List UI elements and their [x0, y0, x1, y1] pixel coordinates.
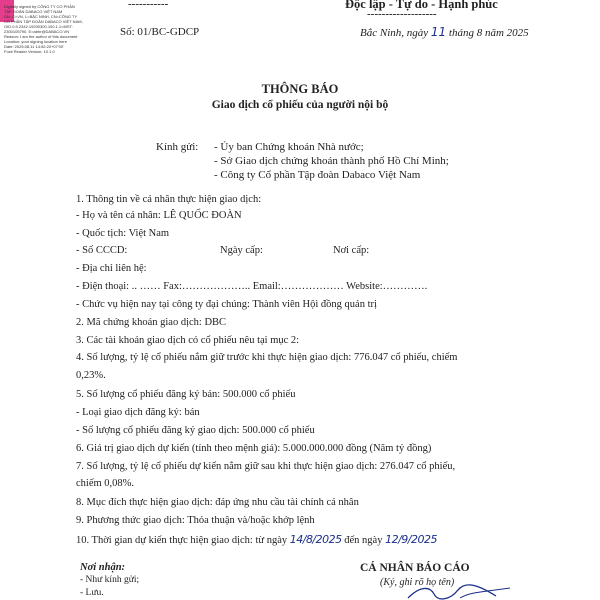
full-name-line: - Họ và tên cá nhân: LÊ QUỐC ĐOÀN [76, 210, 242, 221]
right-divider: ------------------- [367, 8, 437, 20]
recipients-footer-item: - Như kính gửi; [80, 575, 140, 585]
digital-signature-block [4, 4, 116, 54]
contact-address-line: - Địa chỉ liên hệ: [76, 263, 147, 274]
left-divider: ----------- [128, 0, 169, 10]
holdings-after-ratio: chiếm 0,08%. [76, 478, 135, 489]
signature-line: Foxit Reader Version: 10.1.0 [4, 49, 55, 54]
issue-place-label: Nơi cấp: [333, 245, 370, 256]
signature-line: Date: 2025.08.11 14:52:20+07'00' [4, 44, 64, 49]
signature-line: DN: C=VN, L=BẮC NINH, CN=CÔNG TY [4, 14, 78, 19]
recipients-footer-label: Nơi nhận: [80, 562, 126, 573]
date-day-handwritten: 11 [430, 25, 447, 39]
signature-line: 2300105790, E=abhr@DABACO.VN [4, 29, 70, 34]
signature-line: CỔ PHẦN TẬP ĐOÀN DABACO VIỆT NAM, [4, 19, 83, 24]
holdings-before-ratio: 0,23%. [76, 370, 106, 381]
method-line: 9. Phương thức giao dịch: Thỏa thuận và/hoặc khớp lệnh [76, 515, 315, 526]
document-subtitle: Giao dịch cổ phiếu của người nội bộ [211, 99, 389, 111]
period-label: 10. Thời gian dự kiến thực hiện giao dịch: từ ngày [76, 535, 288, 546]
transaction-period-line [76, 533, 437, 546]
recipients-label: Kính gửi: [156, 141, 199, 153]
handwritten-signature [400, 584, 520, 600]
recipient-item: - Ủy ban Chứng khoán Nhà nước; [214, 141, 364, 153]
signature-line: OID.0.9.2342.19200300.100.1.1=MST: [4, 24, 73, 29]
issue-date-label: Ngày cấp: [220, 245, 263, 256]
registered-quantity-line: - Số lượng cổ phiếu đăng ký giao dịch: 500.000 cổ phiếu [76, 425, 315, 436]
position-line: - Chức vụ hiện nay tại công ty đại chúng: Thành viên Hội đồng quản trị [76, 299, 377, 310]
date-prefix: Bắc Ninh, ngày [360, 27, 429, 39]
signature-line: TẬP ĐOÀN DABACO VIỆT NAM [4, 9, 63, 14]
date-suffix: tháng 8 năm 2025 [448, 27, 529, 39]
end-date-handwritten: 12/9/2025 [385, 533, 437, 546]
reporter-note: (Ký, ghi rõ họ tên) [380, 577, 455, 588]
signature-line: Location: your signing location here [4, 39, 67, 44]
document-title: THÔNG BÁO [261, 82, 339, 96]
purpose-line: 8. Mục đích thực hiện giao dịch: đáp ứng nhu cầu tài chính cá nhân [76, 497, 359, 508]
transaction-value-line: 6. Giá trị giao dịch dự kiến (tính theo mệnh giá): 5.000.000.000 đồng (Năm tỷ đồng) [76, 443, 432, 454]
national-motto: Độc lập - Tự do - Hạnh phúc [345, 0, 498, 11]
transaction-type-line: - Loại giao dịch đăng ký: bán [76, 407, 200, 418]
start-date-handwritten: 14/8/2025 [289, 533, 342, 546]
phone-fax-email-line: - Điện thoại: .. …… Fax:……………….. Email:……………… Website:…………. [76, 281, 428, 292]
recipient-item: - Công ty Cổ phần Tập đoàn Dabaco Việt Nam [214, 169, 421, 181]
reporter-title: CÁ NHÂN BÁO CÁO [360, 562, 470, 574]
signature-line: Digitally signed by CÔNG TY CỔ PHẦN [4, 4, 75, 9]
registered-sell-quantity: 5. Số lượng cổ phiếu đăng ký bán: 500.000 cổ phiếu [76, 389, 296, 400]
period-to: đến ngày [344, 535, 383, 546]
recipient-item: - Sở Giao dịch chứng khoán thành phố Hồ Chí Minh; [214, 155, 449, 167]
section-1-heading: 1. Thông tin về cá nhân thực hiện giao dịch: [76, 194, 262, 205]
stock-code-line: 2. Mã chứng khoán giao dịch: DBC [76, 317, 227, 328]
signature-line: Reason: I am the author of this document [4, 34, 78, 39]
document-date [360, 25, 529, 39]
recipients-footer-item: - Lưu. [80, 588, 104, 598]
holdings-after-line: 7. Số lượng, tỷ lệ cổ phiếu dự kiến nắm giữ sau khi thực hiện giao dịch: 276.047 cổ phiếu, [76, 461, 456, 472]
id-number-label: - Số CCCD: [76, 245, 128, 256]
holdings-before-line: 4. Số lượng, tỷ lệ cổ phiếu nắm giữ trước khi thực hiện giao dịch: 776.047 cổ phiếu, chiếm [76, 352, 458, 363]
document-number: Số: 01/BC-GDCP [120, 26, 200, 38]
nationality-line: - Quốc tịch: Việt Nam [76, 228, 170, 239]
accounts-line: 3. Các tài khoản giao dịch có cổ phiếu nêu tại mục 2: [76, 335, 300, 346]
